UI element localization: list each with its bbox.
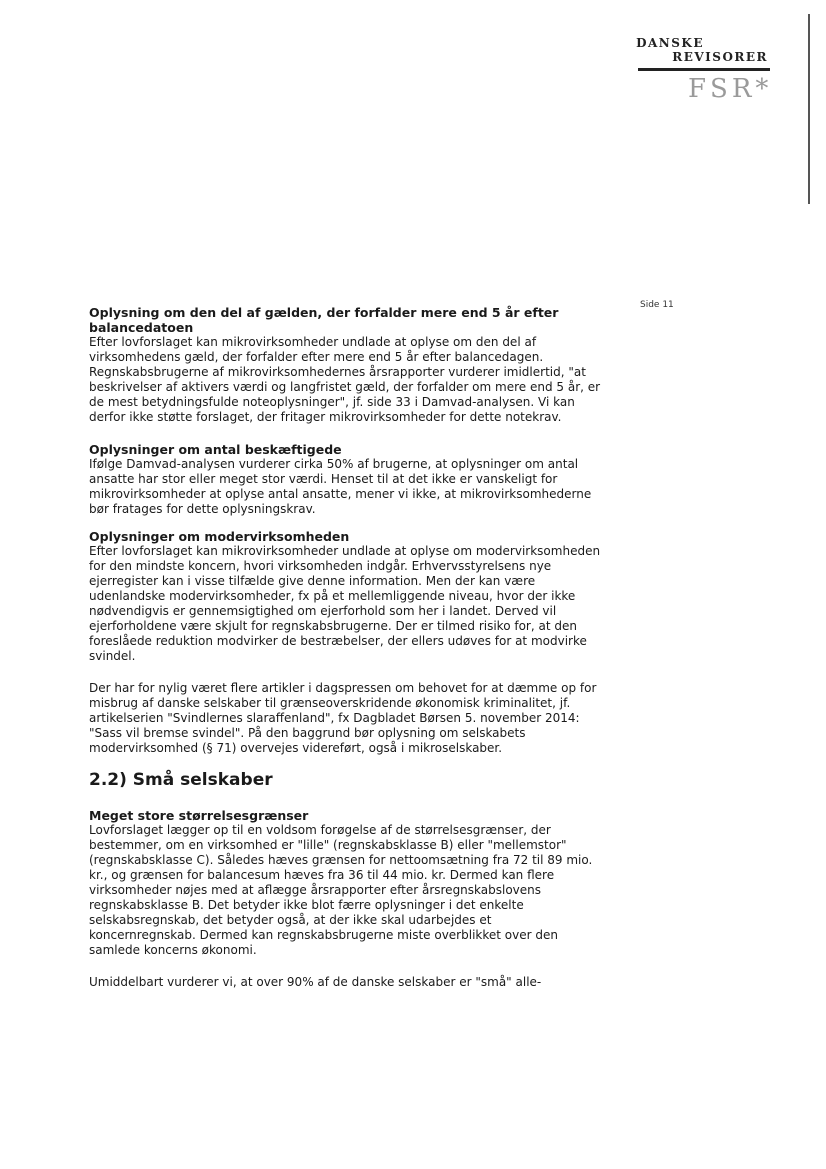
page-number: Side 11 — [640, 300, 674, 310]
fsr-logo — [630, 36, 773, 106]
document-body — [89, 305, 601, 990]
logo-line-revisorer: REVISORER — [672, 50, 768, 64]
paragraph-last: Umiddelbart vurderer vi, at over 90% af de danske selskaber er "små" alle- — [89, 975, 542, 989]
paragraph-moder-1: Efter lovforslaget kan mikrovirksomheder undlade at oplyse om modervirksomheden for den mindste koncern, hvori virksomheden indgår. Erhvervsstyrelsens nye ejerregister kan i visse tilfælde give denne information. Men der kan være udenlandske modervirksomheder, fx på et mellemliggende niveau, hvor der ikke nødvendigvis er gennemsigtighed om ejerforhold som her i landet. Derved vil ejerforholdene være skjult for regnskabsbrugerne. Der er tilmed risiko for, at den foreslåede reduktion modvirker de bestræbelser, der ellers udøves for at modvirke svindel. — [89, 544, 601, 663]
heading-moder: Oplysninger om modervirksomheden — [89, 529, 350, 544]
heading-stoerrelse: Meget store størrelsesgrænser — [89, 808, 309, 823]
paragraph-ansatte: Ifølge Damvad-analysen vurderer cirka 50% af brugerne, at oplysninger om antal ansatte har stor eller meget stor værdi. Henset til at det ikke er vanskeligt for mikrovirksomheder at oplyse antal ansatte, mener vi ikke, at mikrovirksomhederne bør fratages for dette oplysningskrav. — [89, 457, 592, 516]
heading-gaeld: Oplysning om den del af gælden, der forfalder mere end 5 år efter balancedatoen — [89, 305, 559, 335]
heading-ansatte: Oplysninger om antal beskæftigede — [89, 442, 342, 457]
logo-bar — [638, 68, 770, 71]
scan-edge-line — [808, 14, 810, 204]
logo-line-danske: DANSKE — [636, 36, 704, 50]
section-title-smaa-selskaber: 2.2) Små selskaber — [89, 770, 273, 790]
paragraph-stoerrelse: Lovforslaget lægger op til en voldsom forøgelse af de størrelsesgrænser, der bestemmer, om en virksomhed er "lille" (regnskabsklasse B) eller "mellemstor" (regnskabsklasse C). Således hæves grænsen for nettoomsætning fra 72 til 89 mio. kr., og grænsen for balancesum hæves fra 36 til 44 mio. kr. Dermed kan flere virksomheder nøjes med at aflægge årsrapporter efter årsregnskabslovens regnskabsklasse B. Det betyder ikke blot færre oplysninger i det enkelte selskabsregnskab, det betyder også, at der ikke skal udarbejdes et koncernregnskab. Dermed kan regnskabsbrugerne miste overblikket over den samlede koncerns økonomi. — [89, 823, 593, 957]
paragraph-moder-2: Der har for nylig været flere artikler i dagspressen om behovet for at dæmme op for misbrug af danske selskaber til grænseoverskridende økonomisk kriminalitet, jf. artikelserien "Svindlernes slaraffenland", fx Dagbladet Børsen 5. november 2014: "Sass vil bremse svindel". På den baggrund bør oplysning om selskabets modervirksomhed (§ 71) overvejes videreført, også i mikroselskaber. — [89, 681, 597, 755]
logo-mark: FSR* — [688, 74, 773, 104]
paragraph-gaeld: Efter lovforslaget kan mikrovirksomheder undlade at oplyse om den del af virksomhedens gæld, der forfalder efter mere end 5 år efter balancedagen. Regnskabsbrugerne af mikrovirksomhedernes årsrapporter vurderer imidlertid, "at beskrivelser af aktivers værdi og langfristet gæld, der forfalder om mere end 5 år, er de mest betydningsfulde noteoplysninger", jf. side 33 i Damvad-analysen. Vi kan derfor ikke støtte forslaget, der fritager mikrovirksomheder for dette notekrav. — [89, 335, 601, 424]
